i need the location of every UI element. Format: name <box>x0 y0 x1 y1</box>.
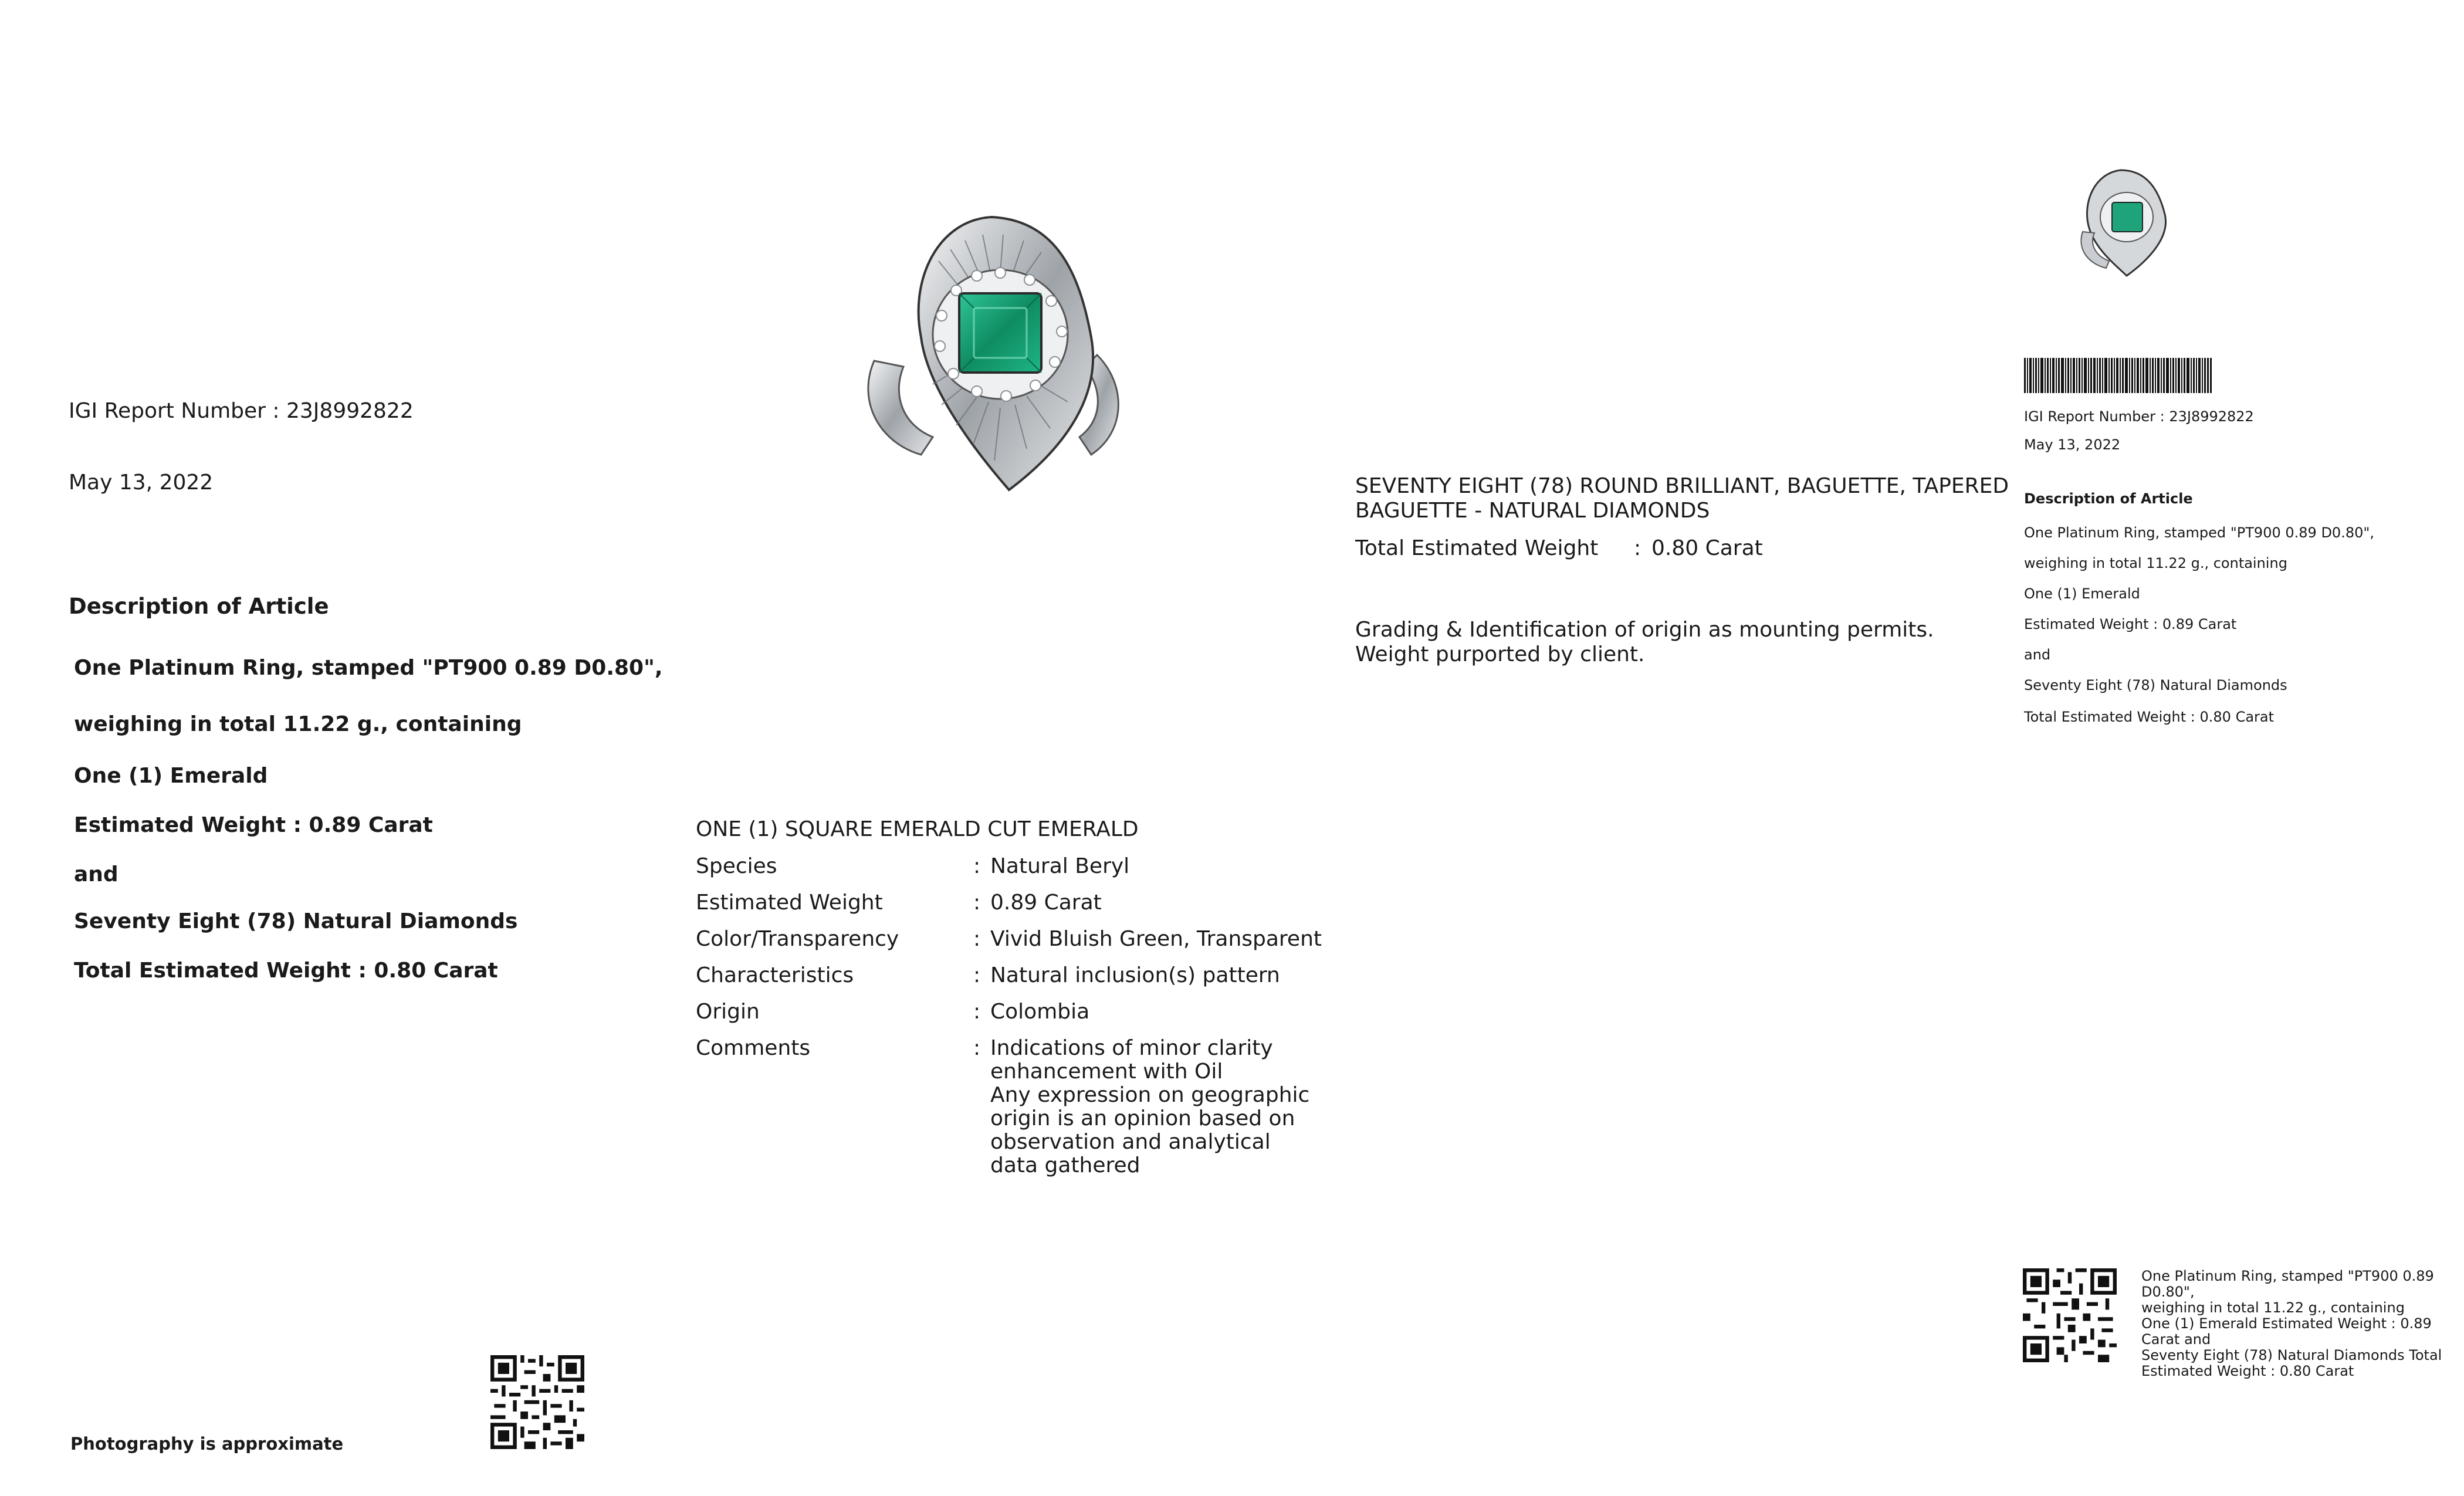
side-description-line: weighing in total 11.22 g., containing <box>2024 555 2287 571</box>
side-qr-caption-line: Seventy Eight (78) Natural Diamonds Total Estimated Weight : 0.80 Carat <box>2141 1347 2442 1379</box>
spec-separator: : <box>973 963 981 987</box>
spec-separator: : <box>973 1036 981 1060</box>
side-qr-caption-line: weighing in total 11.22 g., containing <box>2141 1299 2405 1316</box>
spec-label: Species <box>696 854 777 878</box>
side-description-line: and <box>2024 647 2051 663</box>
diamonds-weight-value: 0.80 Carat <box>1651 536 1763 560</box>
photography-note: Photography is approximate <box>70 1434 344 1454</box>
spec-value-line: Any expression on geographic <box>990 1083 1310 1107</box>
side-description-line: Seventy Eight (78) Natural Diamonds <box>2024 677 2287 693</box>
spec-separator: : <box>973 891 981 915</box>
diamonds-weight-sep: : <box>1634 536 1641 560</box>
spec-value-line: Indications of minor clarity <box>990 1036 1273 1060</box>
diamonds-note <box>1355 618 1934 667</box>
spec-separator: : <box>973 1000 981 1024</box>
side-description-title: Description of Article <box>2024 490 2193 507</box>
spec-value-line: data gathered <box>990 1153 1140 1177</box>
diamonds-weight-row <box>1355 536 1825 562</box>
ring-photo <box>833 208 1173 502</box>
spec-label: Color/Transparency <box>696 927 899 951</box>
description-line: weighing in total 11.22 g., containing <box>74 712 522 736</box>
spec-value: Natural Beryl <box>990 854 1130 878</box>
spec-label: Origin <box>696 1000 760 1024</box>
side-report-date: May 13, 2022 <box>2024 436 2121 453</box>
ring-thumbnail <box>2071 167 2182 279</box>
spec-value-line: origin is an opinion based on <box>990 1106 1295 1131</box>
side-description-line: Estimated Weight : 0.89 Carat <box>2024 616 2237 632</box>
spec-separator: : <box>973 927 981 951</box>
side-description-line: Total Estimated Weight : 0.80 Carat <box>2024 709 2275 725</box>
spec-value-line: enhancement with Oil <box>990 1060 1223 1084</box>
side-description-line: One Platinum Ring, stamped "PT900 0.89 D0.80", <box>2024 524 2375 541</box>
spec-value: 0.89 Carat <box>990 891 1102 915</box>
diamonds-note-line: Weight purported by client. <box>1355 642 1645 666</box>
qr-code[interactable] <box>490 1355 584 1449</box>
diamonds-heading-line: SEVENTY EIGHT (78) ROUND BRILLIANT, BAGUETTE, TAPERED <box>1355 474 2009 498</box>
barcode <box>2024 358 2212 393</box>
side-description-line: One (1) Emerald <box>2024 585 2140 602</box>
description-line: and <box>74 862 119 886</box>
description-line: One Platinum Ring, stamped "PT900 0.89 D0.80", <box>74 656 663 680</box>
description-title: Description of Article <box>69 594 329 619</box>
report-date: May 13, 2022 <box>69 471 214 495</box>
spec-value: Natural inclusion(s) pattern <box>990 963 1280 987</box>
diamonds-heading-line: BAGUETTE - NATURAL DIAMONDS <box>1355 499 1710 523</box>
side-qr-caption <box>2141 1268 2446 1379</box>
spec-value: Colombia <box>990 1000 1090 1024</box>
side-report-number: IGI Report Number : 23J8992822 <box>2024 408 2254 425</box>
description-line: One (1) Emerald <box>74 764 268 788</box>
description-line: Estimated Weight : 0.89 Carat <box>74 813 433 837</box>
diamonds-note-line: Grading & Identification of origin as mounting permits. <box>1355 618 1934 642</box>
side-qr-code[interactable] <box>2023 1268 2117 1362</box>
spec-value-line: observation and analytical <box>990 1130 1271 1154</box>
diamonds-weight-label: Total Estimated Weight <box>1355 536 1599 560</box>
spec-label: Comments <box>696 1036 811 1060</box>
emerald-heading: ONE (1) SQUARE EMERALD CUT EMERALD <box>696 817 1139 841</box>
description-line: Seventy Eight (78) Natural Diamonds <box>74 909 518 933</box>
spec-label: Estimated Weight <box>696 891 883 915</box>
diamonds-heading <box>1355 474 2009 523</box>
side-qr-caption-line: One Platinum Ring, stamped "PT900 0.89 D0.80", <box>2141 1268 2434 1300</box>
spec-value: Vivid Bluish Green, Transparent <box>990 927 1322 951</box>
description-line: Total Estimated Weight : 0.80 Carat <box>74 959 498 983</box>
spec-separator: : <box>973 854 981 878</box>
spec-label: Characteristics <box>696 963 854 987</box>
report-number: IGI Report Number : 23J8992822 <box>69 399 414 423</box>
side-qr-caption-line: One (1) Emerald Estimated Weight : 0.89 Carat and <box>2141 1315 2432 1348</box>
